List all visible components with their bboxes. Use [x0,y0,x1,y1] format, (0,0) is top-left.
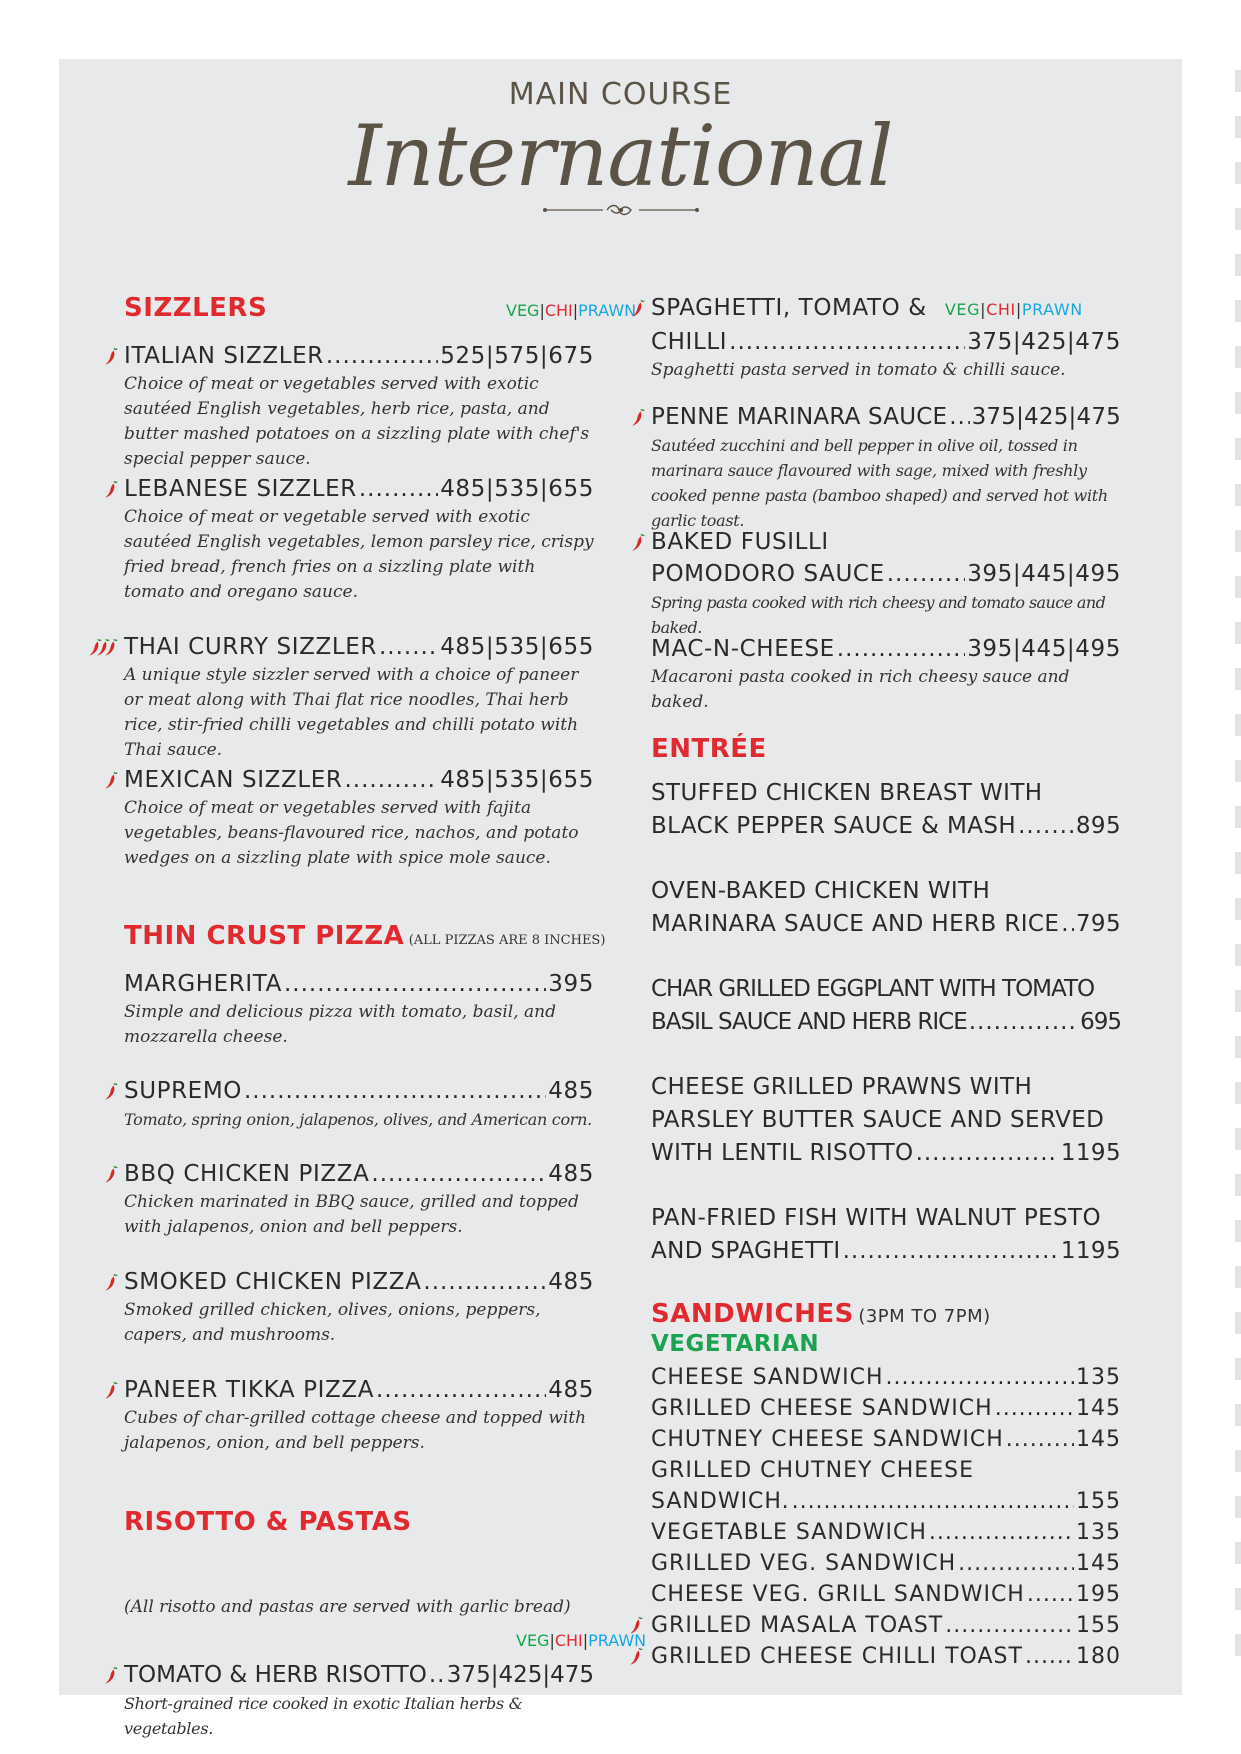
chili-icon [629,1617,643,1635]
page-title: International [348,107,893,205]
sandwich-row: CHEESE VEG. GRILL SANDWICH ..... 195 [651,1579,1121,1610]
chili-icon [631,300,645,318]
chili-icon [104,639,118,657]
menu-item: ITALIAN SIZZLER ..... 525|575|675 Choice of meat or vegetables served with exotic sautéed English vegetables, herb rice, pasta, and butter mashed potatoes on a sizzling plate with chef's special pepper sauce. [124,340,594,472]
entree-item: STUFFED CHICKEN BREAST WITH BLACK PEPPER SAUCE & MASH ..... 895 [651,777,1121,843]
menu-page [59,59,1182,1738]
risotto-note: (All risotto and pastas are served with garlic bread) [124,1597,571,1617]
page-edge-marks [1235,70,1241,1720]
menu-item: BAKED FUSILLI POMODORO SAUCE ..... 395|445|495 Spring pasta cooked with rich cheesy and tomato sauce and baked. [651,526,1121,640]
chili-icon [104,1667,118,1685]
chili-icon [104,772,118,790]
flourish-ornament [59,202,1182,223]
menu-header [59,77,1182,223]
chili-icon [631,534,645,552]
chili-icon [104,1382,118,1400]
chili-icon [629,1648,643,1666]
menu-item: SMOKED CHICKEN PIZZA ..... 485 Smoked grilled chicken, olives, onions, peppers, capers, and mushrooms. [124,1266,594,1348]
sandwich-row: VEGETABLE SANDWICH ..... 135 [651,1517,1121,1548]
menu-item: THAI CURRY SIZZLER ..... 485|535|655 A unique style sizzler served with a choice of paneer or meat along with Thai flat rice noodles, Thai herb rice, stir-fried chilli vegetables and chilli potato with Thai sauce. [124,631,594,763]
section-title-entree: ENTRÉE [651,734,767,764]
chili-icon [104,348,118,366]
sandwich-row: GRILLED CHEESE SANDWICH ..... 145 [651,1393,1121,1424]
entree-item: OVEN-BAKED CHICKEN WITH MARINARA SAUCE AND HERB RICE ..... 795 [651,875,1121,941]
menu-item: PANEER TIKKA PIZZA ..... 485 Cubes of char-grilled cottage cheese and topped with jalapenos, onion, and bell peppers. [124,1374,594,1456]
menu-item: LEBANESE SIZZLER ..... 485|535|655 Choice of meat or vegetable served with exotic sautéed English vegetables, lemon parsley rice, crispy fried bread, french fries on a sizzling plate with tomato and oregano sauce. [124,473,594,605]
section-title-risotto: RISOTTO & PASTAS [124,1507,412,1537]
menu-item: SUPREMO ..... 485 Tomato, spring onion, jalapenos, olives, and American corn. [124,1075,594,1132]
menu-item: MARGHERITA ..... 395 Simple and delicious pizza with tomato, basil, and mozzarella cheese. [124,968,594,1050]
entree-item: PAN-FRIED FISH WITH WALNUT PESTO AND SPAGHETTI ..... 1195 [651,1202,1121,1268]
entree-item: CHAR GRILLED EGGPLANT WITH TOMATO BASIL SAUCE AND HERB RICE ..... 695 [651,973,1121,1039]
price-legend: VEG|CHI|PRAWN [506,301,637,320]
chili-icon [104,1274,118,1292]
section-pizza-heading [124,921,605,951]
entree-item: CHEESE GRILLED PRAWNS WITH PARSLEY BUTTER SAUCE AND SERVED WITH LENTIL RISOTTO ..... 1195 [651,1071,1121,1170]
chili-icon [104,1166,118,1184]
sandwich-row: SANDWICH. ..... 155 [651,1486,1121,1517]
menu-item: MAC-N-CHEESE ..... 395|445|495 Macaroni pasta cooked in rich cheesy sauce and baked. [651,633,1121,715]
pizza-size-note: (ALL PIZZAS ARE 8 INCHES) [408,933,606,948]
chili-icon [631,409,645,427]
sandwich-row: GRILLED CHUTNEY CHEESE [651,1458,974,1483]
chili-icon [104,1083,118,1101]
menu-item: SPAGHETTI, TOMATO & VEG|CHI|PRAWN CHILLI ..... 375|425|475 Spaghetti pasta served in tomato & chilli sauce. [651,292,1121,383]
menu-item: PENNE MARINARA SAUCE ..... 375|425|475 Sautéed zucchini and bell pepper in olive oil, tossed in marinara sauce flavoured with sage, mixed with freshly cooked penne pasta (bamboo shaped) and served hot with garlic toast. [651,401,1121,533]
sandwich-hours-note: (3PM TO 7PM) [858,1306,991,1327]
section-title-sandwiches: SANDWICHES [651,1299,854,1329]
subsection-vegetarian: VEGETARIAN [651,1331,820,1357]
sandwich-row: CHUTNEY CHEESE SANDWICH ..... 145 [651,1424,1121,1455]
sandwich-row: CHEESE SANDWICH ..... 135 [651,1362,1121,1393]
section-title-sizzlers: SIZZLERS [124,293,268,323]
sandwich-row: GRILLED MASALA TOAST ..... 155 [651,1610,1121,1641]
price-legend: VEG|CHI|PRAWN [516,1631,647,1650]
chili-icon [104,481,118,499]
section-title-pizza: THIN CRUST PIZZA [124,921,405,951]
sandwich-row: GRILLED VEG. SANDWICH ..... 145 [651,1548,1121,1579]
menu-item: BBQ CHICKEN PIZZA ..... 485 Chicken marinated in BBQ sauce, grilled and topped with jalapenos, onion and bell peppers. [124,1158,594,1240]
sandwich-list [651,1362,1121,1672]
menu-item: TOMATO & HERB RISOTTO ..... 375|425|475 Short-grained rice cooked in exotic Italian herbs & vegetables. [124,1659,594,1741]
main-course-label: MAIN COURSE [508,77,733,112]
section-sandwiches-heading [651,1299,991,1329]
menu-item: MEXICAN SIZZLER ..... 485|535|655 Choice of meat or vegetables served with fajita vegetables, beans-flavoured rice, nachos, and potato wedges on a sizzling plate with spice mole sauce. [124,764,594,871]
sandwich-row: GRILLED CHEESE CHILLI TOAST ..... 180 [651,1641,1121,1672]
price-legend: VEG|CHI|PRAWN [944,300,1083,319]
